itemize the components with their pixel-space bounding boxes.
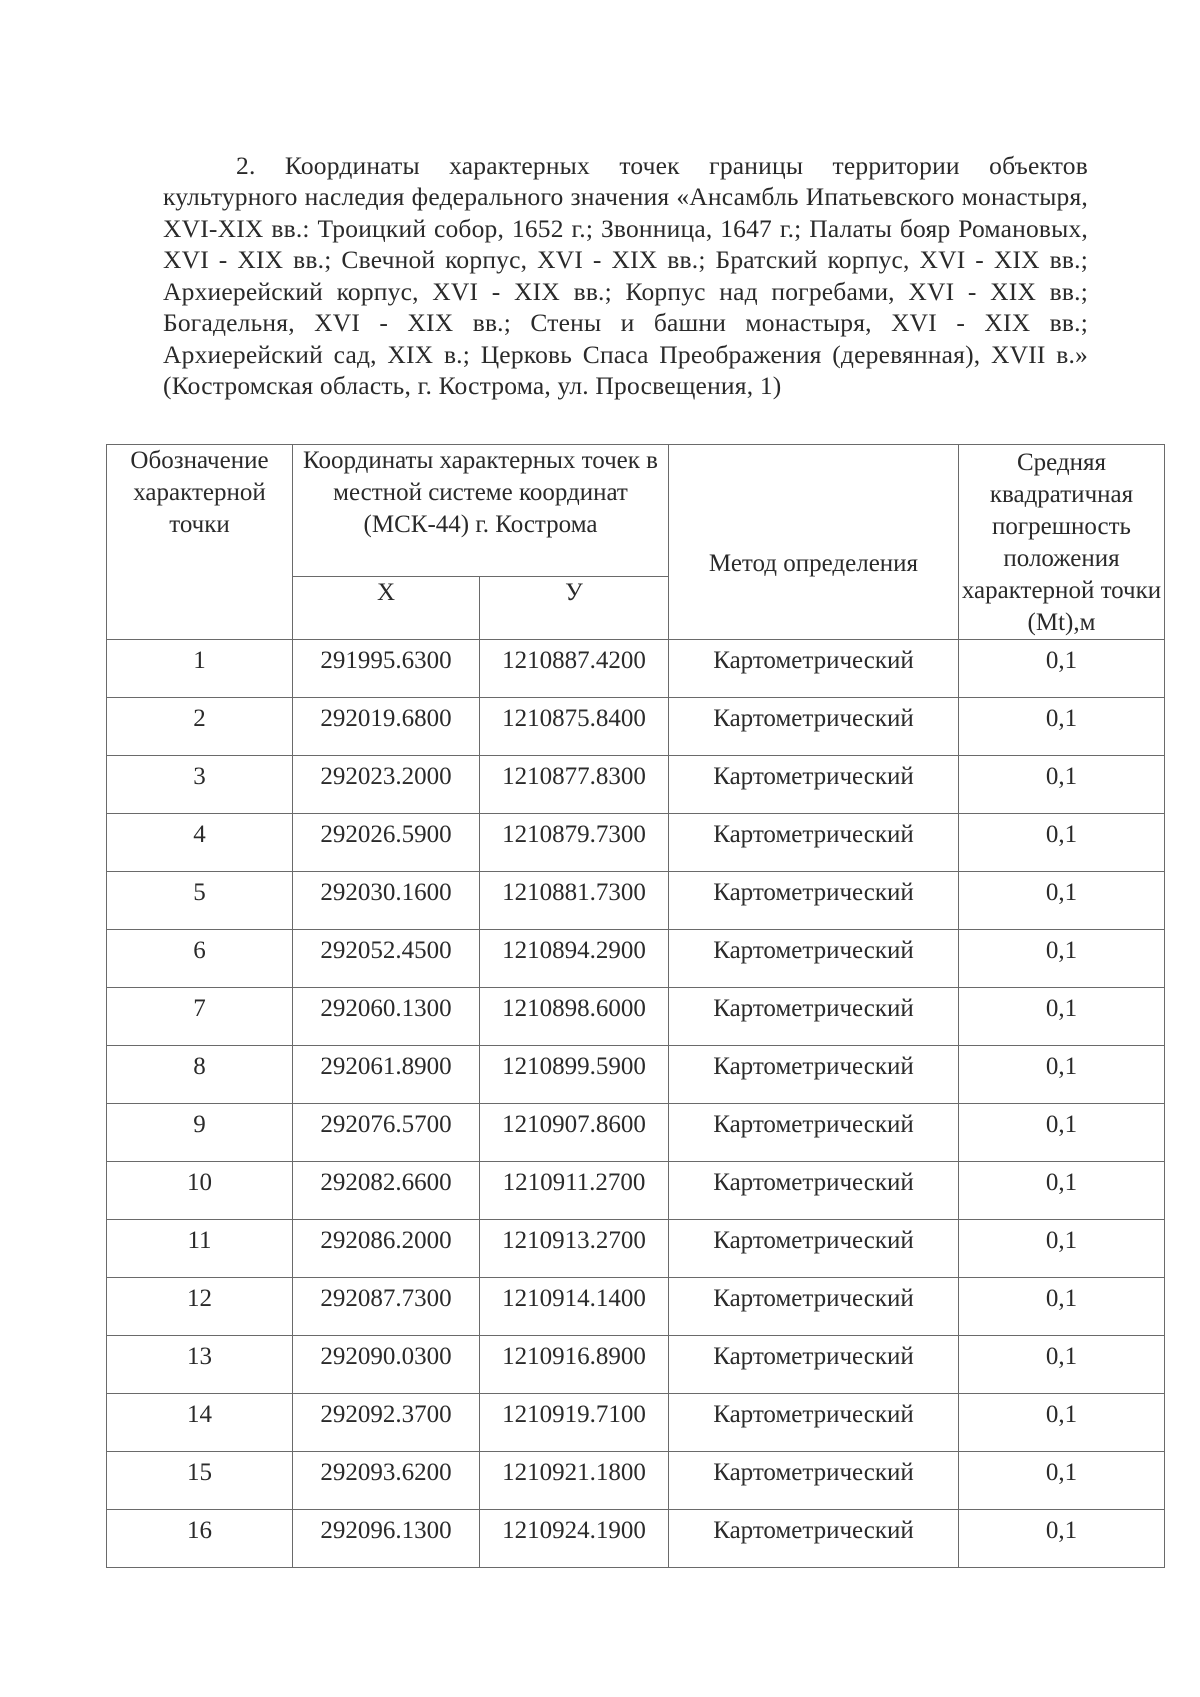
table-row	[107, 930, 1165, 988]
heading-number: 2.	[236, 150, 256, 180]
point-number-cell: 2	[107, 698, 293, 756]
error-cell: 0,1	[959, 1510, 1165, 1568]
point-number-cell: 8	[107, 1046, 293, 1104]
table-row	[107, 1220, 1165, 1278]
table-row	[107, 1452, 1165, 1510]
x-header: X	[293, 577, 480, 640]
method-cell: Картометрический	[669, 640, 959, 698]
table-row	[107, 1104, 1165, 1162]
error-cell: 0,1	[959, 1046, 1165, 1104]
point-number-cell: 3	[107, 756, 293, 814]
point-number-cell: 13	[107, 1336, 293, 1394]
error-cell: 0,1	[959, 1452, 1165, 1510]
y-coordinate-cell: 1210898.6000	[480, 988, 669, 1046]
method-cell: Картометрический	[669, 1278, 959, 1336]
point-number-cell: 5	[107, 872, 293, 930]
x-coordinate-cell: 292030.1600	[293, 872, 480, 930]
y-coordinate-cell: 1210916.8900	[480, 1336, 669, 1394]
error-cell: 0,1	[959, 698, 1165, 756]
error-cell: 0,1	[959, 1162, 1165, 1220]
x-coordinate-cell: 292019.6800	[293, 698, 480, 756]
method-cell: Картометрический	[669, 1046, 959, 1104]
error-cell: 0,1	[959, 1336, 1165, 1394]
point-number-cell: 15	[107, 1452, 293, 1510]
method-cell: Картометрический	[669, 698, 959, 756]
error-header: Средняя квадратичная погрешность положения характерной точки (Mt),м	[959, 445, 1165, 640]
table-row	[107, 1510, 1165, 1568]
error-cell: 0,1	[959, 814, 1165, 872]
method-header: Метод определения	[669, 445, 959, 640]
table-header-row	[107, 445, 1165, 577]
method-cell: Картометрический	[669, 988, 959, 1046]
x-coordinate-cell: 292093.6200	[293, 1452, 480, 1510]
coordinates-system-header: Координаты характерных точек в местной системе координат (МСК-44) г. Кострома	[293, 445, 669, 577]
method-cell: Картометрический	[669, 1394, 959, 1452]
y-coordinate-cell: 1210921.1800	[480, 1452, 669, 1510]
error-cell: 0,1	[959, 1104, 1165, 1162]
method-cell: Картометрический	[669, 930, 959, 988]
method-cell: Картометрический	[669, 814, 959, 872]
point-number-cell: 14	[107, 1394, 293, 1452]
method-cell: Картометрический	[669, 1162, 959, 1220]
x-coordinate-cell: 292090.0300	[293, 1336, 480, 1394]
coordinates-table	[106, 444, 1165, 1568]
table-row	[107, 640, 1165, 698]
table-row	[107, 756, 1165, 814]
y-coordinate-cell: 1210887.4200	[480, 640, 669, 698]
table-row	[107, 1046, 1165, 1104]
y-coordinate-cell: 1210894.2900	[480, 930, 669, 988]
error-cell: 0,1	[959, 640, 1165, 698]
y-coordinate-cell: 1210881.7300	[480, 872, 669, 930]
x-coordinate-cell: 292060.1300	[293, 988, 480, 1046]
y-coordinate-cell: 1210907.8600	[480, 1104, 669, 1162]
point-number-cell: 7	[107, 988, 293, 1046]
x-coordinate-cell: 292076.5700	[293, 1104, 480, 1162]
error-cell: 0,1	[959, 930, 1165, 988]
table-row	[107, 698, 1165, 756]
point-number-cell: 12	[107, 1278, 293, 1336]
point-number-cell: 6	[107, 930, 293, 988]
table-row	[107, 1278, 1165, 1336]
error-cell: 0,1	[959, 756, 1165, 814]
table-row	[107, 872, 1165, 930]
x-coordinate-cell: 292023.2000	[293, 756, 480, 814]
point-designation-header: Обозначение характерной точки	[107, 445, 293, 640]
method-cell: Картометрический	[669, 1104, 959, 1162]
y-header: У	[480, 577, 669, 640]
y-coordinate-cell: 1210913.2700	[480, 1220, 669, 1278]
x-coordinate-cell: 292092.3700	[293, 1394, 480, 1452]
x-coordinate-cell: 292086.2000	[293, 1220, 480, 1278]
document-heading	[163, 150, 1088, 402]
error-cell: 0,1	[959, 988, 1165, 1046]
x-coordinate-cell: 292082.6600	[293, 1162, 480, 1220]
table-body	[107, 640, 1165, 1568]
method-cell: Картометрический	[669, 1452, 959, 1510]
x-coordinate-cell: 292061.8900	[293, 1046, 480, 1104]
heading-text: Координаты характерных точек границы территории объектов культурного наследия федерального значения «Ансамбль Ипатьевского монастыря, XVI-XIX вв.: Троицкий собор, 1652 г.; Звонница, 1647 г.; Палаты бояр Романовых, XVI - XIX вв.; Свечной корпус, XVI - XIX вв.; Братский корпус, XVI - XIX вв.; Архиерейский корпус, XVI - XIX вв.; Корпус над погребами, XVI - XIX вв.; Богадельня, XVI - XIX вв.; Стены и башни монастыря, XVI - XIX вв.; Архиерейский сад, XIX в.; Церковь Спаса Преображения (деревянная), XVII в.» (Костромская область, г. Кострома, ул. Просвещения, 1)	[163, 150, 1088, 400]
method-cell: Картометрический	[669, 872, 959, 930]
table-row	[107, 988, 1165, 1046]
point-number-cell: 10	[107, 1162, 293, 1220]
y-coordinate-cell: 1210875.8400	[480, 698, 669, 756]
method-cell: Картометрический	[669, 756, 959, 814]
error-cell: 0,1	[959, 1394, 1165, 1452]
y-coordinate-cell: 1210919.7100	[480, 1394, 669, 1452]
y-coordinate-cell: 1210899.5900	[480, 1046, 669, 1104]
point-number-cell: 16	[107, 1510, 293, 1568]
method-cell: Картометрический	[669, 1220, 959, 1278]
x-coordinate-cell: 292096.1300	[293, 1510, 480, 1568]
point-number-cell: 1	[107, 640, 293, 698]
x-coordinate-cell: 291995.6300	[293, 640, 480, 698]
point-number-cell: 4	[107, 814, 293, 872]
error-cell: 0,1	[959, 872, 1165, 930]
point-number-cell: 11	[107, 1220, 293, 1278]
y-coordinate-cell: 1210877.8300	[480, 756, 669, 814]
y-coordinate-cell: 1210879.7300	[480, 814, 669, 872]
y-coordinate-cell: 1210924.1900	[480, 1510, 669, 1568]
point-number-cell: 9	[107, 1104, 293, 1162]
x-coordinate-cell: 292052.4500	[293, 930, 480, 988]
x-coordinate-cell: 292026.5900	[293, 814, 480, 872]
method-cell: Картометрический	[669, 1336, 959, 1394]
error-cell: 0,1	[959, 1220, 1165, 1278]
x-coordinate-cell: 292087.7300	[293, 1278, 480, 1336]
table-row	[107, 1336, 1165, 1394]
y-coordinate-cell: 1210911.2700	[480, 1162, 669, 1220]
table-row	[107, 1162, 1165, 1220]
error-cell: 0,1	[959, 1278, 1165, 1336]
table-row	[107, 814, 1165, 872]
method-cell: Картометрический	[669, 1510, 959, 1568]
table-row	[107, 1394, 1165, 1452]
y-coordinate-cell: 1210914.1400	[480, 1278, 669, 1336]
